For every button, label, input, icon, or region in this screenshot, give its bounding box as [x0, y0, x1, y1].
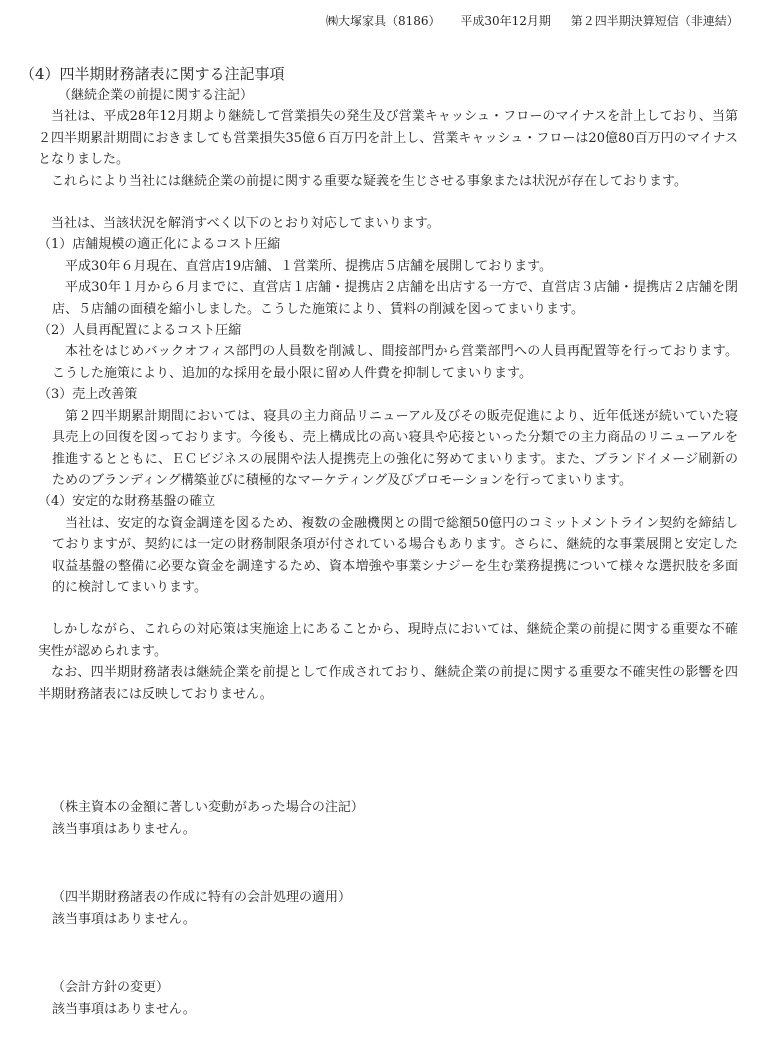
note-body: 該当事項はありません。 — [52, 912, 196, 927]
measure-3-heading: （3）売上改善策 — [38, 387, 138, 403]
note-heading: （四半期財務諸表の作成に特有の会計処理の適用） — [52, 890, 352, 905]
going-concern-section — [38, 85, 738, 705]
measure-1-paragraph-2: 平成30年１月から６月までに、直営店１店舗・提携店２店舗を出店する一方で、直営店３店舗・提携店２店舗を閉店、５店舗の面積を縮小しました。こうした施策により、賃料の削減を図ってまいります。 — [52, 280, 738, 317]
going-concern-heading: （継続企業の前提に関する注記） — [58, 88, 254, 103]
going-concern-paragraph-5: なお、四半期財務諸表は継続企業を前提として作成されており、継続企業の前提に関する重要な不確実性の影響を四半期財務諸表には反映しておりません。 — [38, 665, 738, 702]
page-header — [326, 12, 739, 29]
measure-4-paragraph-1: 当社は、安定的な資金調達を図るため、複数の金融機関との間で総額50億円のコミットメントライン契約を締結しておりますが、契約には一定の財務制限条項が付されている場合もあります。さらに、継続的な事業展開と安定した収益基盤の整備に必要な資金を調達するため、資本増強や事業シナジーを生む業務提携について様々な選択肢を多面的に検討してまいります。 — [52, 515, 738, 595]
note-body: 該当事項はありません。 — [52, 1002, 196, 1017]
note-heading: （株主資本の金額に著しい変動があった場合の注記） — [52, 800, 364, 815]
measure-1-heading: （1）店舗規模の適正化によるコスト圧縮 — [38, 237, 281, 253]
measure-4-heading: （4）安定的な財務基盤の確立 — [38, 494, 216, 510]
note-accounting-policy-change — [52, 977, 732, 1021]
going-concern-paragraph-3: 当社は、当該状況を解消すべく以下のとおり対応してまいります。 — [51, 216, 440, 232]
section-title: （4）四半期財務諸表に関する注記事項 — [20, 65, 285, 83]
going-concern-paragraph-2: これらにより当社には継続企業の前提に関する重要な疑義を生じさせる事象または状況が存在しております。 — [51, 173, 687, 189]
measure-2-paragraph-1: 本社をはじめバックオフィス部門の人員数を削減し、間接部門から営業部門への人員再配置等を行っております。こうした施策により、追加的な採用を最小限に留め人件費を抑制してまいります。 — [52, 344, 738, 381]
note-body: 該当事項はありません。 — [52, 822, 196, 837]
header-period: 平成30年12月期 — [460, 14, 551, 28]
measure-2-heading: （2）人員再配置によるコスト圧縮 — [38, 323, 242, 339]
note-shareholders-equity — [52, 797, 732, 841]
measure-1-paragraph-1: 平成30年６月現在、直営店19店舗、１営業所、提携店５店舗を展開しております。 — [65, 258, 553, 274]
note-special-accounting — [52, 887, 732, 931]
going-concern-paragraph-4: しかしながら、これらの対応策は実施途上にあることから、現時点においては、継続企業の前提に関する重要な不確実性が認められます。 — [38, 622, 738, 659]
note-heading: （会計方針の変更） — [52, 980, 170, 995]
spacer — [38, 192, 738, 213]
going-concern-paragraph-1: 当社は、平成28年12月期より継続して営業損失の発生及び営業キャッシュ・フローのマイナスを計上しており、当第２四半期累計期間におきましても営業損失35億６百万円を計上し、営業キャッシュ・フローは20億80百万円のマイナスとなりました。 — [38, 109, 738, 168]
header-doc-title: 第２四半期決算短信（非連結） — [570, 14, 739, 28]
header-company: ㈱大塚家具（8186） — [326, 14, 441, 28]
spacer — [38, 598, 738, 619]
measure-3-paragraph-1: 第２四半期累計期間においては、寝具の主力商品リニューアル及びその販売促進により、近年低迷が続いていた寝具売上の回復を図っております。今後も、売上構成比の高い寝具や応接といった分類での主力商品のリニューアルを推進するとともに、ＥＣビジネスの展開や法人提携売上の強化に努めてまいります。また、ブランドイメージ刷新のためのブランディング構築並びに積極的なマーケティング及びプロモーションを行ってまいります。 — [52, 408, 738, 488]
